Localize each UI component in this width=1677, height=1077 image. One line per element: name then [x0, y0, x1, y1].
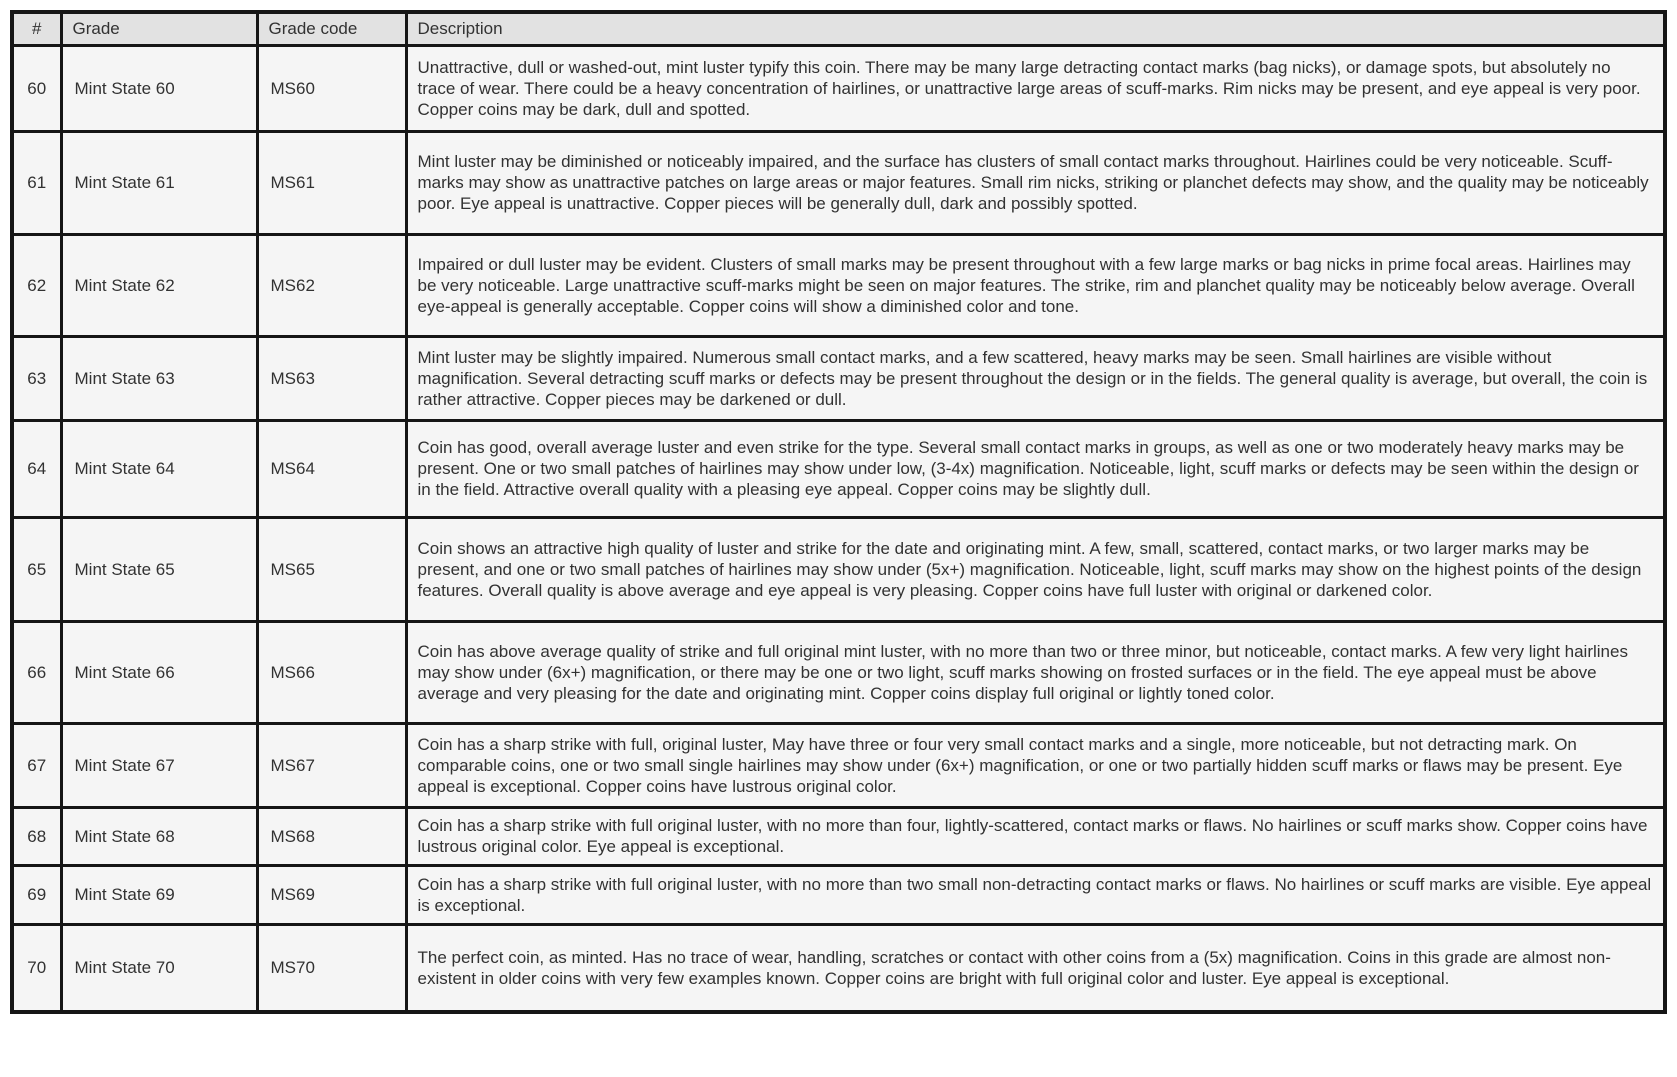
table-row [12, 807, 1665, 865]
table-row [12, 131, 1665, 234]
header-grade-code: Grade code [257, 12, 406, 45]
cell-description: Coin has above average quality of strike and full original mint luster, with no more than two or three minor, but noticeable, contact marks. A few very light hairlines may show under (6x+) magnification, or there may be one or two light, scuff marks showing on frosted surfaces or in the field. The eye appeal must be above average and very pleasing for the date and originating mint. Copper coins display full original or lightly toned color. [406, 621, 1665, 723]
cell-number: 60 [12, 45, 61, 131]
cell-grade-code: MS60 [257, 45, 406, 131]
table-body [12, 45, 1665, 1012]
cell-number: 67 [12, 723, 61, 807]
table-row [12, 865, 1665, 924]
cell-description: Coin has a sharp strike with full, original luster, May have three or four very small contact marks and a single, more noticeable, but not detracting mark. On comparable coins, one or two small single hairlines may show under (6x+) magnification, or one or two partially hidden scuff marks or flaws may be present. Eye appeal is exceptional. Copper coins have lustrous original color. [406, 723, 1665, 807]
cell-grade-code: MS62 [257, 234, 406, 336]
cell-grade: Mint State 63 [61, 336, 257, 420]
cell-number: 64 [12, 420, 61, 517]
cell-grade-code: MS69 [257, 865, 406, 924]
header-number: # [12, 12, 61, 45]
table-row [12, 517, 1665, 621]
cell-number: 68 [12, 807, 61, 865]
cell-grade: Mint State 68 [61, 807, 257, 865]
cell-grade-code: MS67 [257, 723, 406, 807]
header-description: Description [406, 12, 1665, 45]
table-row [12, 420, 1665, 517]
cell-grade-code: MS70 [257, 924, 406, 1012]
table-row [12, 924, 1665, 1012]
cell-number: 65 [12, 517, 61, 621]
cell-grade-code: MS66 [257, 621, 406, 723]
cell-description: Coin has good, overall average luster and even strike for the type. Several small contact marks in groups, as well as one or two moderately heavy marks may be present. One or two small patches of hairlines may show under low, (3-4x) magnification. Noticeable, light, scuff marks or defects may be seen within the design or in the field. Attractive overall quality with a pleasing eye appeal. Copper coins may be slightly dull. [406, 420, 1665, 517]
cell-grade-code: MS64 [257, 420, 406, 517]
cell-description: Mint luster may be slightly impaired. Numerous small contact marks, and a few scattered, heavy marks may be seen. Small hairlines are visible without magnification. Several detracting scuff marks or defects may be present throughout the design or in the fields. The general quality is average, but overall, the coin is rather attractive. Copper pieces may be darkened or dull. [406, 336, 1665, 420]
cell-grade-code: MS68 [257, 807, 406, 865]
cell-grade: Mint State 64 [61, 420, 257, 517]
cell-grade: Mint State 62 [61, 234, 257, 336]
cell-grade: Mint State 69 [61, 865, 257, 924]
cell-grade: Mint State 60 [61, 45, 257, 131]
cell-description: Coin has a sharp strike with full original luster, with no more than four, lightly-scattered, contact marks or flaws. No hairlines or scuff marks show. Copper coins have lustrous original color. Eye appeal is exceptional. [406, 807, 1665, 865]
cell-description: The perfect coin, as minted. Has no trace of wear, handling, scratches or contact with other coins from a (5x) magnification. Coins in this grade are almost non-existent in older coins with very few examples known. Copper coins are bright with full original color and luster. Eye appeal is exceptional. [406, 924, 1665, 1012]
coin-grading-table [10, 10, 1667, 1014]
table-header [12, 12, 1665, 45]
cell-grade: Mint State 65 [61, 517, 257, 621]
table-row [12, 234, 1665, 336]
cell-number: 66 [12, 621, 61, 723]
table-row [12, 336, 1665, 420]
cell-description: Impaired or dull luster may be evident. Clusters of small marks may be present throughout with a few large marks or bag nicks in prime focal areas. Hairlines may be very noticeable. Large unattractive scuff-marks might be seen on major features. The strike, rim and planchet quality may be noticeably below average. Overall eye-appeal is generally acceptable. Copper coins will show a diminished color and tone. [406, 234, 1665, 336]
header-grade: Grade [61, 12, 257, 45]
cell-description: Coin shows an attractive high quality of luster and strike for the date and originating mint. A few, small, scattered, contact marks, or two larger marks may be present, and one or two small patches of hairlines may show under (5x+) magnification. Noticeable, light, scuff marks may show on the highest points of the design features. Overall quality is above average and eye appeal is very pleasing. Copper coins have full luster with original or darkened color. [406, 517, 1665, 621]
cell-grade-code: MS65 [257, 517, 406, 621]
cell-grade: Mint State 61 [61, 131, 257, 234]
cell-grade: Mint State 70 [61, 924, 257, 1012]
cell-grade-code: MS63 [257, 336, 406, 420]
cell-description: Mint luster may be diminished or noticeably impaired, and the surface has clusters of small contact marks throughout. Hairlines could be very noticeable. Scuff-marks may show as unattractive patches on large areas or major features. Small rim nicks, striking or planchet defects may show, and the quality may be noticeably poor. Eye appeal is unattractive. Copper pieces will be generally dull, dark and possibly spotted. [406, 131, 1665, 234]
cell-number: 62 [12, 234, 61, 336]
cell-number: 61 [12, 131, 61, 234]
cell-number: 63 [12, 336, 61, 420]
cell-grade: Mint State 66 [61, 621, 257, 723]
table-row [12, 621, 1665, 723]
header-row [12, 12, 1665, 45]
cell-number: 70 [12, 924, 61, 1012]
table-row [12, 45, 1665, 131]
cell-grade: Mint State 67 [61, 723, 257, 807]
cell-grade-code: MS61 [257, 131, 406, 234]
cell-description: Coin has a sharp strike with full original luster, with no more than two small non-detracting contact marks or flaws. No hairlines or scuff marks are visible. Eye appeal is exceptional. [406, 865, 1665, 924]
cell-number: 69 [12, 865, 61, 924]
cell-description: Unattractive, dull or washed-out, mint luster typify this coin. There may be many large detracting contact marks (bag nicks), or damage spots, but absolutely no trace of wear. There could be a heavy concentration of hairlines, or unattractive large areas of scuff-marks. Rim nicks may be present, and eye appeal is very poor. Copper coins may be dark, dull and spotted. [406, 45, 1665, 131]
table-row [12, 723, 1665, 807]
